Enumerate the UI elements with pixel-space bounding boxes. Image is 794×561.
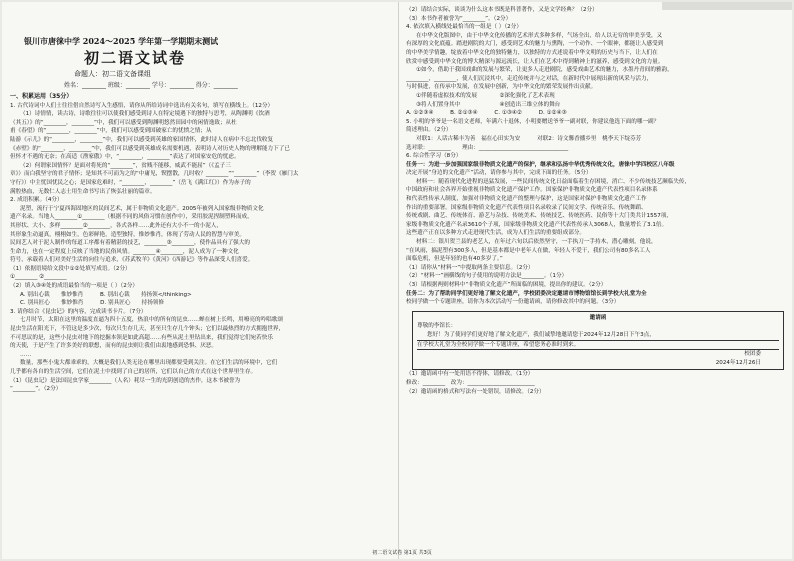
text-line: 其形状、大小、多样________②________，各式各样……此外还有大小不一的小泥人， — [10, 222, 222, 229]
text-line: 符号，承载着人们对美好生活的向往与追求，《苏武牧羊》《黄河》《西游记》等作品深受人们喜爱。 — [10, 257, 254, 264]
text-line: 一、积累运用（35分） — [10, 93, 73, 100]
text-line: ③将人们置身其中 ④创造出三维立体的舞台 — [416, 101, 561, 108]
text-line: ________，________，使人们沉浸其中，走近传统并与之对话，在新时代中展现出新的风采与活力， — [406, 75, 653, 82]
text-line: 生命力，也在一定程度上反映了当地的民俗风情。________④________，泥人成为了一种文化 — [10, 248, 239, 255]
text-line: （1）请你从“材料一”中提取两条主要信息。（2分） — [406, 264, 534, 271]
text-line: 2. 成语积累。（4分） — [10, 197, 63, 204]
text-line: （2）何谓家国情怀？是面对将死的“________”，贫贱不能移，威武不能屈”（《孟子三 — [20, 162, 231, 169]
after-invitation-body — [406, 370, 790, 396]
text-line: 6. 综合性学习（8分） — [406, 153, 462, 160]
text-line: 决定开展“身边的文化遗产”活动，请你参与其中，完成下面的任务。（5分） — [406, 170, 592, 177]
text-line: 5. 小明的爷爷是一名语文老师，年满六十退休，小明要赠送爷爷一副对联，你建议他选下面的哪一副？ — [406, 118, 660, 125]
text-line: 守行》）中主忧国忧民之心；是国家危难时，“________，________”（岳飞《满江红》）作为赤子的 — [10, 179, 251, 186]
student-info-fields: 姓名：________ 班级：________ 学号：________ 得分：________ — [64, 82, 238, 89]
text-line: 满腔热血，无数仁人志士用生命书写出了恢弘壮丽的篇章。 — [10, 188, 156, 195]
text-line: “________”。（2分） — [10, 386, 62, 393]
text-line: 简述理由。（2分） — [406, 127, 452, 134]
paper-title: 初二语文试卷 — [84, 49, 187, 67]
text-line: 任务一：为进一步加强国家级非物质文化遗产的保护，继承和弘扬中华优秀传统文化，唐徕中学四校区八年级 — [406, 161, 675, 168]
invitation-box — [412, 311, 784, 371]
invitation-body-2: 在学校大礼堂为全校同学做一个专题讲座，希望您务必准时到来。 — [417, 341, 779, 351]
text-line: （3）本书作者被誉为“________”。（2分） — [406, 15, 512, 22]
text-line: 作出的重要部署。国家级非物质文化遗产代表性项目名录收录了民间文学、传统音乐、传统舞蹈、 — [406, 204, 647, 211]
text-line: ①如今，借助于我国戏曲的发展与繁荣，让更多人走进剧院，感受戏曲艺术的魅力，水墨丹青间的雅韵， — [416, 67, 673, 74]
text-line: 选对联：________ 理由：________________________________ — [406, 144, 569, 151]
text-line: 不可思议的是，这些小昆虫对地下的挖掘本领是如此高超……有些从泥土里钻出来，我们觉得它们宛若快乐 — [10, 334, 273, 341]
right-column — [406, 6, 790, 554]
text-line: 这些遗产正在以多种方式走进现代生活，成为人们生活的重要组成部分。 — [406, 230, 586, 237]
text-line: （2）“材料一”画横线的句子使用的说明方法是________。（1分） — [406, 273, 568, 280]
left-question-body — [10, 93, 392, 394]
text-line: （其五）》的“________，________”中，我们可以感受到陶渊明悠然田园中的闲情逸致；从杜 — [10, 119, 237, 126]
text-line: 陆游《示儿》的“________，________”中，我们可以感受到英雄的家国情怀，此时诗人在病中不忘北伐收复 — [10, 136, 274, 143]
text-line: 民间艺人对于泥人制作的每道工序都有着精湛的技艺，________③________，使作品具有了强大的 — [10, 240, 250, 247]
text-line: （1）《昆虫记》是法国昆虫学家________（人名）耗尽一生的光阴创造的杰作，这本书被誉为 — [10, 377, 241, 384]
text-line: 有深厚的文化底蕴。踏进剧院的大门，感受到艺术的魅力与熏陶，一个动作、一个眼神，都能让人感受到 — [406, 41, 664, 48]
text-line: （2）请结合实际，谈谈为什么这本书既是科普著作，又是文学经典？（2分） — [406, 7, 598, 13]
text-line: 面临危机，但是年轻的也有40多岁了。” — [406, 256, 503, 263]
text-line: （1）邀请函中有一处用语不得体，请修改。（1分） — [406, 371, 534, 378]
text-line: 修改：________ 改为：________________________ — [406, 379, 535, 386]
text-line: “在风雨，搞泥塑有300多人，但是基本都是中老年人在做，年轻人不爱干，我们公司有80多名工人 — [406, 247, 651, 254]
text-line: 任务二：为了帮助同学们更好地了解文化遗产，学校团委决定邀请市博物馆馆长到学校大礼堂为全 — [406, 290, 647, 297]
text-line: 校同学做一个专题讲座，请你为本次活动写一份邀请函，请你修改其中的问题。（3分） — [406, 299, 620, 306]
text-line: 材料二：银川贺兰县的老艺人，在年过六旬以后依然坚守，一手执刀一手持木，潜心雕刻，他说， — [416, 239, 657, 246]
text-line: 的天使，于是产生了许多美好的联想，而有的昆虫则让我们由衷地感到恐惧、厌恶。 — [10, 343, 217, 350]
text-line: 遗产名录。当地人________①________（根据不同的风俗习惯在创作中），采用胶泥捏制塑料而成， — [10, 214, 253, 221]
text-line: 七月时节，太阳在这里的温度直逼为四十五度，热浪中的所有的昆虫……蝉在树上长鸣，用嘹亮的吟唱歌颂 — [20, 317, 283, 324]
text-line: …… — [20, 351, 32, 358]
invitation-body-1: 您好！为了使同学们更好地了解文化遗产，我们诚挚地邀请您于2024年12月28日下午3点， — [417, 331, 779, 341]
text-line: 《赤壁》的“________，________”中，我们可以感受到英雄成名需要机遇，表明诗人对历史人物的理解能力下了已 — [10, 145, 290, 152]
text-line: A. ①②③④ B. ②①③④ C. ①③④② D. ①②④③ — [406, 110, 567, 117]
text-line: 对联1：人话古稀丰为善 福在心田实为安 对联2：诗文馨香播乡里 桃李天下绽芬芳 — [416, 135, 642, 142]
text-line: （3）请根据两则材料中“非物质文化遗产”所面临的困境，提出你的建议。（2分） — [406, 282, 607, 288]
invitation-signer: 校团委 — [744, 351, 761, 358]
text-line: （2）填入③④处的成语最恰当的一项是（ ）（2分） — [10, 283, 139, 290]
text-line: 昆虫生活在阳光下，不管这是多少次，每次只生存几天，甚至只生存几个钟头；它们以最热烈的方式拥抱世界， — [10, 326, 285, 333]
text-line: 与时俱进，在传承中发展，在发展中创新，为中华文化的繁荣发展作出贡献。 — [406, 84, 597, 91]
text-line: ①________ ②________ — [10, 274, 67, 281]
invitation-date: 2024年12月26日 — [715, 359, 761, 366]
page-footer: 初二语文试卷 第1页 共3页 — [372, 550, 432, 556]
fold-line — [398, 2, 399, 559]
text-line: 几乎都有各自的生活空间，它们在泥土中找到了自己的居所，它们以自己的方式在这个世界里生存。 — [10, 369, 257, 375]
text-line: （1）诗情情，读古诗，诗歌往往可以使我们感受到诗人在特定境遇下的独特与思考，从陶渊明《饮酒 — [20, 111, 270, 118]
text-line: 家级非物质文化遗产名录3610个子项，国家级非物质文化遗产代表性传承人3068人，数量增长了3.1倍。 — [406, 221, 668, 228]
left-column — [10, 6, 392, 554]
text-line: （1）依据语境给文段中①②处填写成语。（2分） — [10, 265, 131, 272]
text-line: 材料一：随着现代化进程的迅猛发展，一些民间传统文化日益面临着生存困境，消亡、不少传统技艺濒临失传， — [416, 178, 691, 185]
text-line: 但怀才不遇的无奈；在高适《渔家傲》中，“________，________”表达了对国家安危的忧虑。 — [10, 154, 240, 161]
text-line: 章》）而白我坚守的君子情怀；是知其不可而为之的“中庸见，锲摆散，几时收？________”“________”（李贺《雁门太 — [10, 171, 299, 178]
text-line: 泥塑，流行于宁夏西海固地区的民间艺术，属于非物质文化遗产。2005年被列入国家级非物质文化 — [20, 205, 264, 212]
text-line: 1. 古代诗词中人们士往往借自然诗写入生感悟，请你从所给诗词中选出有关名句，填写在横线上。（12分） — [10, 102, 274, 109]
text-line: 和代表性传承人制度，加强对非物质文化遗产的整理与保护，这是国家对保护非物质文化遗产工作 — [406, 196, 647, 203]
text-line: （2）邀请函的格式和写法有一处错误，请修改。（2分） — [406, 388, 545, 395]
text-line: 的中华美学情趣，绽放着中华文化的独特魅力，以独特的方式述说着中华文明的历史与当下，让人们在 — [406, 49, 658, 56]
text-line: 中国政府和社会各界开始重视非物质文化遗产保护工作。国家保护非物质文化遗产代表性项目名录体系 — [406, 187, 658, 194]
school-title: 银川市唐徕中学 2024～2025 学年第一学期期末测试 — [24, 36, 219, 46]
text-line: 传统戏剧、曲艺、传统体育、游艺与杂技、传统美术、传统技艺、传统医药、民俗等十大门类共计1557项， — [406, 213, 672, 220]
text-line: 其形象生动逼真，栩栩如生，色彩鲜艳，造型独特，惟妙惟肖，体现了劳动人民的智慧与审美。 — [10, 231, 245, 238]
text-line: ①伴随着虚拟技术的发展 ②深化强化了艺术表现 — [416, 92, 555, 99]
text-line: C. 别具匠心 惟妙惟肖 D. 别具匠心 持扬领修 — [20, 300, 164, 307]
text-line: 在中华文化版图中，由于中华文化传播的艺术形式多种多样，气场全出，给人以无穷的审美享受，又 — [416, 32, 663, 39]
right-question-body — [406, 6, 790, 307]
text-line: 3. 请你结合《昆虫记》的内容，完成读书卡片。（7分） — [10, 308, 147, 315]
text-line: A. 别出心裁 惟妙惟肖 B. 别出心裁 持扬领</thinking> — [20, 291, 192, 298]
text-line: 数量，那些小鬼大都乖乖的，大概是我们人类无论在哪里出现都要受到关注。在它们生活的环境中，它们 — [20, 360, 278, 367]
exam-sheet — [2, 2, 792, 559]
author-line: 命题人：初二语文备课组 — [74, 70, 151, 78]
invitation-salutation: 尊敬的李馆长： — [417, 323, 457, 330]
text-line: 甫《春望》的“________，________”中，我们可以感受到国破家亡的忧愤之情；从 — [10, 128, 212, 135]
text-line: 欣赏中感受到中华文化的博大精深与源远流长，让人们在艺术中得到精神上的滋养，感受到文化的力量。 — [406, 58, 664, 65]
text-line: 4. 依次填入横线处最恰当的一组是（ ）（2分） — [406, 24, 522, 31]
invitation-title: 邀请函 — [589, 314, 607, 321]
